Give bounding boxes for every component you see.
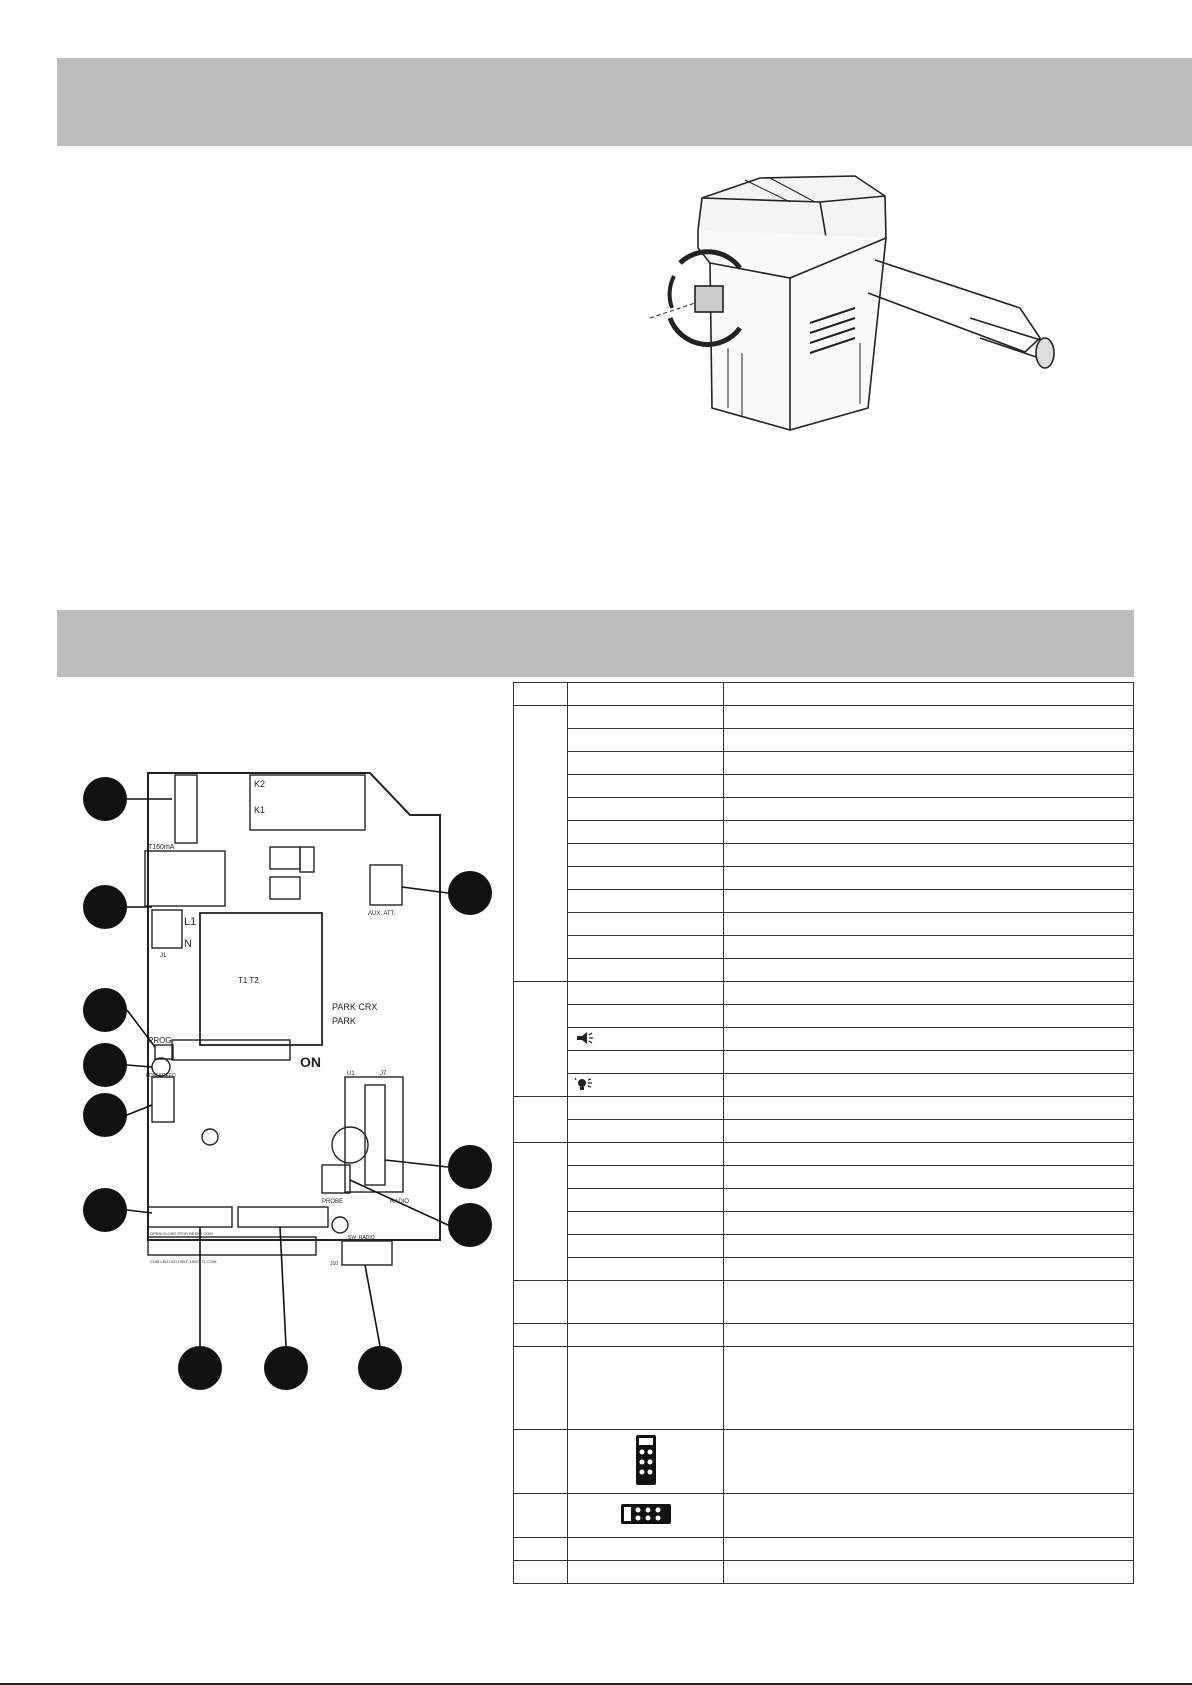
- label-j1: J1: [160, 953, 167, 959]
- label-terminal-top: OPEN CLOSE STOP RESET COM: [150, 1231, 213, 1236]
- table-row: [514, 867, 1134, 890]
- label-fuse: T160mA: [148, 844, 175, 851]
- label-k1: K1: [254, 805, 266, 815]
- table-row: [514, 959, 1134, 982]
- table-row: [514, 752, 1134, 775]
- lamp-icon: [574, 1076, 594, 1092]
- table-row: [514, 821, 1134, 844]
- label-terminal-bottom: COM LED LED LBSC LBSO TL COM: [150, 1259, 217, 1264]
- table-row: [514, 775, 1134, 798]
- table-row: [514, 890, 1134, 913]
- table-row: [514, 1005, 1134, 1028]
- table-row: [514, 706, 1134, 729]
- table-row: [514, 1281, 1134, 1324]
- table-row: [514, 1347, 1134, 1430]
- board-components-table: [513, 682, 1134, 1584]
- label-probe: PROBE: [322, 1199, 344, 1205]
- table-row: [514, 729, 1134, 752]
- control-board-diagram: [60, 765, 510, 1410]
- table-row: [514, 1324, 1134, 1347]
- label-u1: U1: [347, 1071, 355, 1077]
- label-j10: J10: [330, 1261, 339, 1267]
- table-row: [514, 1212, 1134, 1235]
- table-row: [514, 1051, 1134, 1074]
- label-sw-radio: SW_RADIO: [348, 1235, 375, 1241]
- table-row: [514, 1430, 1134, 1494]
- motor-illustration: [650, 168, 1120, 468]
- table-row: [514, 1258, 1134, 1281]
- table-row: [514, 913, 1134, 936]
- label-aux: AUX. ATT.: [368, 911, 396, 917]
- label-j7: J7: [380, 1071, 387, 1077]
- horizontal-jumper-icon: [620, 1503, 672, 1525]
- table-row: [514, 1074, 1134, 1097]
- label-park-crx: PARK CRX: [332, 1002, 378, 1012]
- table-row: [514, 1561, 1134, 1584]
- table-row: [514, 844, 1134, 867]
- table-row: [514, 1097, 1134, 1120]
- label-prog: PROG: [148, 1036, 172, 1045]
- section-header-band-top: [57, 58, 1192, 146]
- table-row: [514, 1235, 1134, 1258]
- table-row: [514, 1143, 1134, 1166]
- table-row: [514, 1120, 1134, 1143]
- table-row: [514, 1494, 1134, 1538]
- label-n: N: [184, 938, 192, 950]
- table-row: [514, 1028, 1134, 1051]
- table-row: [514, 982, 1134, 1005]
- label-transformer: T1 T2: [238, 976, 259, 985]
- siren-icon: [574, 1030, 594, 1046]
- table-row: [514, 1166, 1134, 1189]
- table-row: [514, 798, 1134, 821]
- label-speed: LOW SPEED: [146, 1073, 176, 1079]
- vertical-jumper-icon: [635, 1434, 657, 1486]
- label-l1: L1: [184, 916, 197, 928]
- label-on: ON: [300, 1054, 321, 1070]
- label-k2: K2: [254, 779, 266, 789]
- table-row: [514, 1189, 1134, 1212]
- section-header-band-bottom: [57, 610, 1134, 677]
- label-radio: RADIO: [390, 1199, 410, 1205]
- table-row: [514, 683, 1134, 706]
- table-row: [514, 936, 1134, 959]
- table-row: [514, 1538, 1134, 1561]
- label-park: PARK: [332, 1016, 356, 1026]
